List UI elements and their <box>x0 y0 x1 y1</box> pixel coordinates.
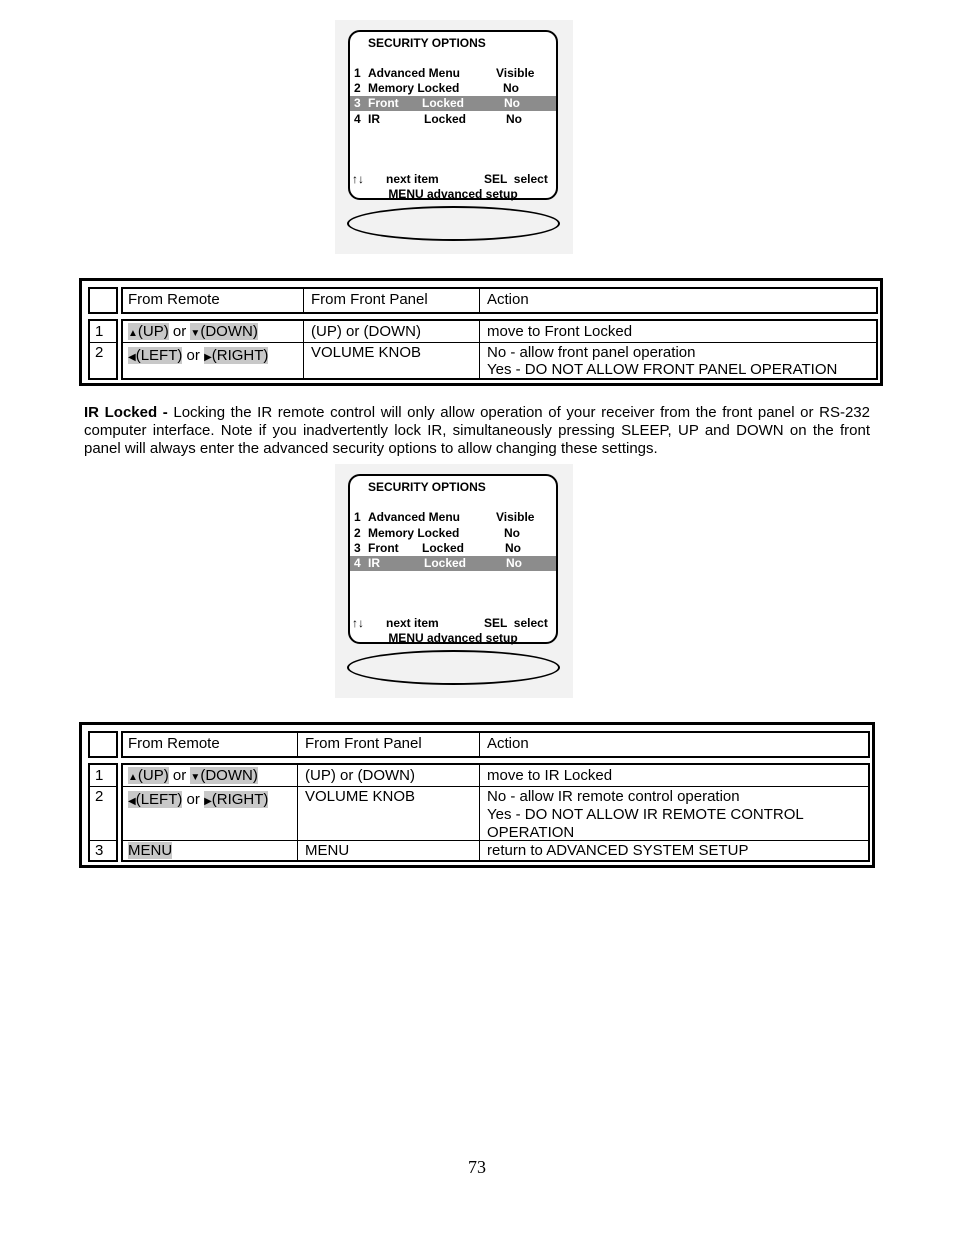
body-num-box: 1 2 <box>88 319 118 380</box>
header-action: Action <box>487 291 529 308</box>
page-number: 73 <box>468 1157 486 1177</box>
osd-display <box>348 30 558 200</box>
left-key: ◀(LEFT) <box>128 791 183 808</box>
header-action: Action <box>487 735 529 752</box>
control-table-1 <box>79 278 883 386</box>
osd-display <box>348 474 558 644</box>
triangle-up-icon: ▲ <box>128 772 138 783</box>
osd-screen-2 <box>335 464 573 698</box>
osd-row-advanced-menu: 1 Advanced Menu Visible <box>354 510 535 524</box>
table-row <box>128 842 172 859</box>
osd-row-advanced-menu: 1 Advanced Menu Visible <box>354 66 535 80</box>
osd-row-memory-locked: 2 Memory Locked No <box>354 526 520 540</box>
osd-row-memory-locked: 2 Memory Locked No <box>354 81 519 95</box>
triangle-down-icon: ▼ <box>190 328 201 339</box>
header-num-box <box>88 731 118 758</box>
triangle-left-icon: ◀ <box>128 796 136 807</box>
osd-footer-nav: ↑↓ next item SEL select <box>352 616 548 630</box>
ir-locked-description: IR Locked - Locking the IR remote control will only allow operation of your receiver from the front panel or RS-232 computer interface. Note if you inadvertently lock IR, simultaneously pressing SLEEP, UP and DOWN on the front panel will always enter the advanced security options to allow changing these settings. <box>84 404 870 457</box>
header-from-remote: From Remote <box>128 291 220 308</box>
body-rows: ▲(UP) or ▼(DOWN) (UP) or (DOWN) move to IR Locked ◀(LEFT) or ▶(RIGHT) VOLUME KNOB No - allow IR remote control operation Yes - DO NOT ALLOW IR REMOTE CONTROL OPERATION MENU MENU return to ADVANCED SYSTEM SETUP <box>121 763 870 862</box>
body-num-box: 1 2 3 <box>88 763 118 862</box>
menu-key: MENU <box>128 842 173 859</box>
control-table-2 <box>79 722 875 868</box>
right-key: ▶(RIGHT) <box>204 347 269 364</box>
up-key: ▲(UP) <box>128 323 169 340</box>
osd-pill-shape <box>347 650 560 685</box>
osd-footer-menu: MENU advanced setup <box>388 187 518 201</box>
left-key: ◀(LEFT) <box>128 347 183 364</box>
osd-pill-shape <box>347 206 560 241</box>
down-key: ▼(DOWN) <box>190 767 258 784</box>
right-key: ▶(RIGHT) <box>204 791 269 808</box>
table-row: ▲(UP) or ▼(DOWN) <box>128 323 258 340</box>
header-from-front-panel: From Front Panel <box>311 291 428 308</box>
up-down-arrows-icon: ↑↓ <box>352 172 364 186</box>
triangle-up-icon: ▲ <box>128 328 138 339</box>
osd-title: SECURITY OPTIONS <box>368 480 486 494</box>
triangle-right-icon: ▶ <box>204 796 212 807</box>
table-row: ◀(LEFT) or ▶(RIGHT) <box>128 791 269 808</box>
table-row: ◀(LEFT) or ▶(RIGHT) <box>128 347 269 364</box>
table-row: ▲(UP) or ▼(DOWN) <box>128 767 258 784</box>
down-key: ▼(DOWN) <box>190 323 258 340</box>
osd-row-ir-locked: 4 IR Locked No <box>350 556 556 571</box>
header-row <box>121 287 878 314</box>
header-num-box <box>88 287 118 314</box>
header-from-front-panel: From Front Panel <box>305 735 422 752</box>
up-down-arrows-icon: ↑↓ <box>352 616 364 630</box>
triangle-left-icon: ◀ <box>128 352 136 363</box>
osd-screen-1 <box>335 20 573 254</box>
triangle-right-icon: ▶ <box>204 352 212 363</box>
osd-footer-menu: MENU advanced setup <box>388 631 518 645</box>
osd-row-ir-locked: 4 IR Locked No <box>354 112 522 126</box>
osd-row-front-locked: 3 Front Locked No <box>354 541 521 555</box>
osd-row-front-locked: 3 Front Locked No <box>350 96 556 111</box>
body-rows: ▲(UP) or ▼(DOWN) (UP) or (DOWN) move to Front Locked ◀(LEFT) or ▶(RIGHT) VOLUME KNOB No - allow front panel operation Yes - DO NOT ALLOW FRONT PANEL OPERATION <box>121 319 878 380</box>
osd-title: SECURITY OPTIONS <box>368 36 486 50</box>
triangle-down-icon: ▼ <box>190 772 201 783</box>
header-row <box>121 731 870 758</box>
osd-footer-nav: ↑↓ next item SEL select <box>352 172 548 186</box>
header-from-remote: From Remote <box>128 735 220 752</box>
up-key: ▲(UP) <box>128 767 169 784</box>
